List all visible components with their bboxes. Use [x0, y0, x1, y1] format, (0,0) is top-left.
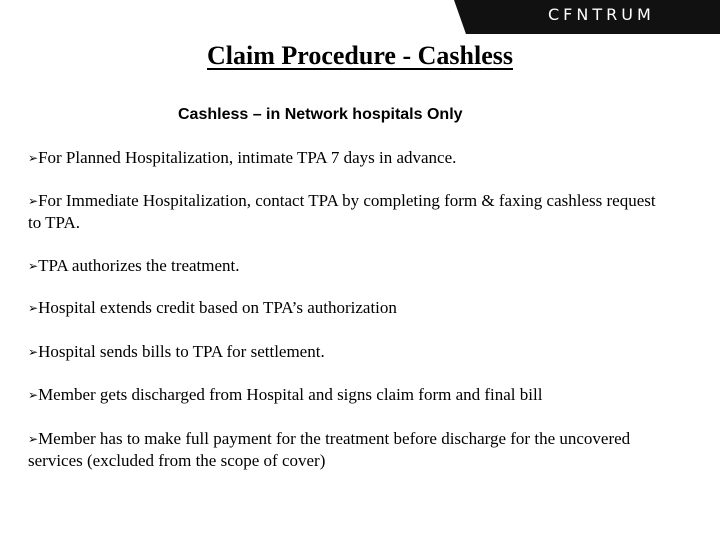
arrow-bullet-icon: ➢	[28, 345, 39, 359]
bullet-text: Member has to make full payment for the treatment before discharge for the uncovered services (excluded from the scope of cover)	[28, 429, 631, 470]
bullet-text: Hospital sends bills to TPA for settlement.	[38, 342, 325, 361]
bullet-text: For Immediate Hospitalization, contact TPA by completing form & faxing cashless request to TPA.	[28, 191, 656, 232]
bullet-item	[28, 147, 668, 169]
arrow-bullet-icon: ➢	[28, 151, 39, 165]
bullet-item	[28, 428, 668, 472]
bullet-item	[28, 297, 668, 319]
arrow-bullet-icon: ➢	[28, 301, 39, 315]
slide-subtitle: Cashless – in Network hospitals Only	[178, 106, 463, 123]
arrow-bullet-icon: ➢	[28, 388, 39, 402]
bullet-item	[28, 341, 668, 363]
bullet-item	[28, 190, 668, 234]
bullet-text: For Planned Hospitalization, intimate TPA 7 days in advance.	[38, 148, 457, 167]
arrow-bullet-icon: ➢	[28, 432, 39, 446]
slide-title-text: Claim Procedure - Cashless	[207, 41, 513, 70]
arrow-bullet-icon: ➢	[28, 259, 39, 273]
arrow-bullet-icon: ➢	[28, 194, 39, 208]
bullet-text: Hospital extends credit based on TPA’s authorization	[38, 298, 397, 317]
slide-title	[0, 40, 720, 72]
bullet-item	[28, 255, 668, 277]
bullet-text: Member gets discharged from Hospital and signs claim form and final bill	[38, 385, 543, 404]
brand-logo: CFNTRUM	[548, 5, 655, 24]
bullet-text: TPA authorizes the treatment.	[38, 256, 240, 275]
bullet-item	[28, 384, 668, 406]
